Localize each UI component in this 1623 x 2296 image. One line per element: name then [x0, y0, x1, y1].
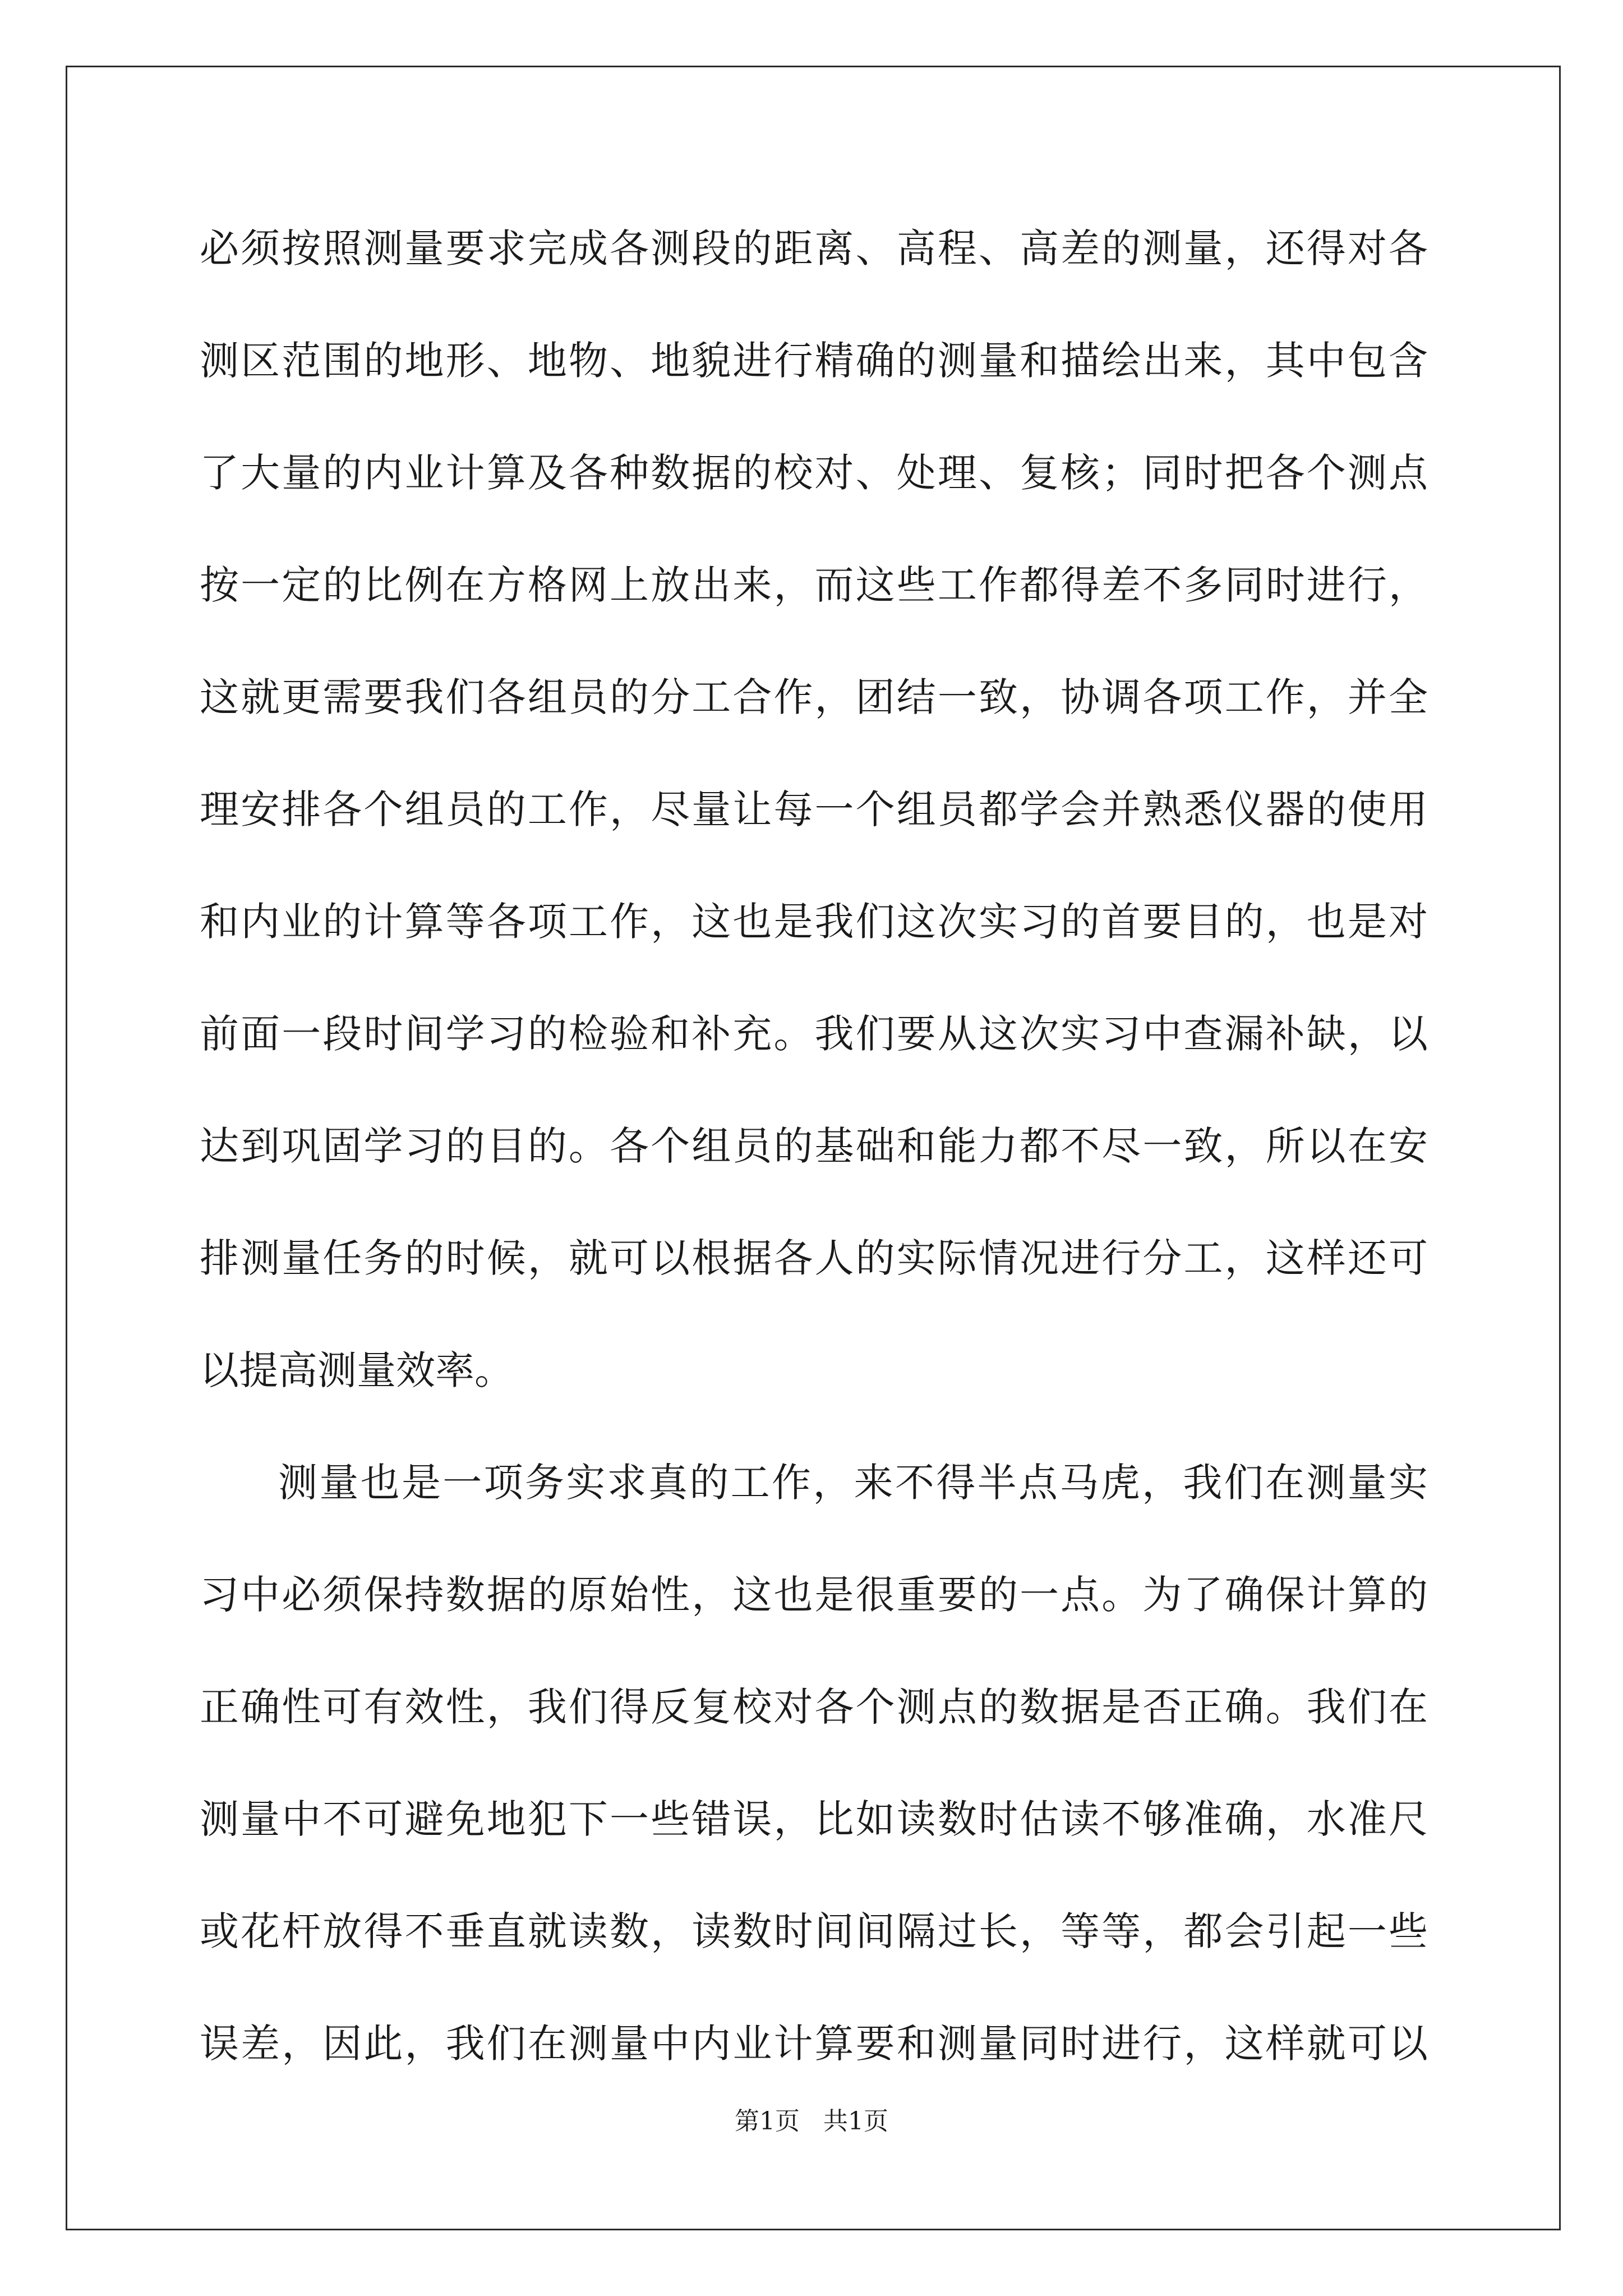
- text-line: 达到巩固学习的目的。各个组员的基础和能力都不尽一致，所以在安: [200, 1123, 1428, 1169]
- text-line: 必须按照测量要求完成各测段的距离、高程、高差的测量，还得对各: [200, 226, 1428, 272]
- text-line: 或花杆放得不垂直就读数，读数时间间隔过长，等等，都会引起一些: [200, 1908, 1428, 1954]
- text-line: 这就更需要我们各组员的分工合作，团结一致，协调各项工作，并全: [200, 674, 1428, 720]
- text-line: 正确性可有效性，我们得反复校对各个测点的数据是否正确。我们在: [200, 1684, 1428, 1730]
- text-line: 排测量任务的时候，就可以根据各人的实际情况进行分工，这样还可: [200, 1235, 1428, 1281]
- text-line: 前面一段时间学习的检验和补充。我们要从这次实习中查漏补缺，以: [200, 1011, 1428, 1057]
- text-line: 以提高测量效率。: [200, 1347, 514, 1393]
- document-body: [200, 218, 1428, 2125]
- paragraph-2: [200, 1452, 1428, 2125]
- text-line: 习中必须保持数据的原始性，这也是很重要的一点。为了确保计算的: [200, 1572, 1428, 1618]
- text-line: 误差，因此，我们在测量中内业计算要和测量同时进行，这样就可以: [200, 2021, 1428, 2067]
- text-line: 测区范围的地形、地物、地貌进行精确的测量和描绘出来，其中包含: [200, 338, 1428, 384]
- page-number-footer: 第1页 共1页: [735, 2107, 888, 2136]
- text-line: 了大量的内业计算及各种数据的校对、处理、复核；同时把各个测点: [200, 450, 1428, 496]
- text-line: 和内业的计算等各项工作，这也是我们这次实习的首要目的，也是对: [200, 899, 1428, 945]
- paragraph-1: [200, 218, 1428, 1452]
- text-line: 测量也是一项务实求真的工作，来不得半点马虎，我们在测量实: [278, 1460, 1428, 1506]
- text-line: 理安排各个组员的工作，尽量让每一个组员都学会并熟悉仪器的使用: [200, 786, 1428, 832]
- text-line: 按一定的比例在方格网上放出来，而这些工作都得差不多同时进行，: [200, 562, 1428, 608]
- text-line: 测量中不可避免地犯下一些错误，比如读数时估读不够准确，水准尺: [200, 1796, 1428, 1842]
